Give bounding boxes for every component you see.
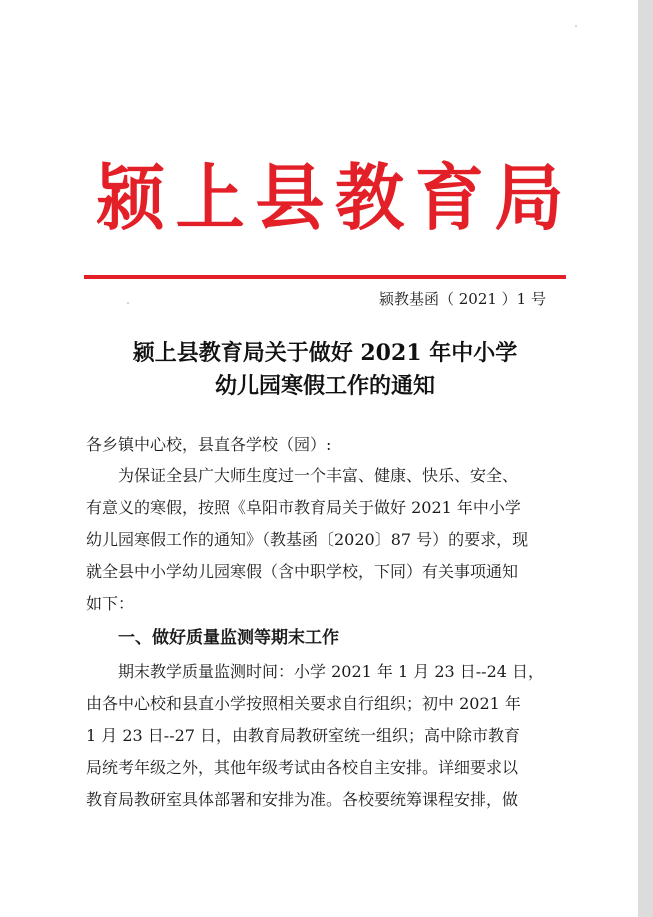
paragraph-line: 期末教学质量监测时间：小学 2021 年 1 月 23 日--24 日，: [118, 662, 545, 681]
paragraph-line: 局统考年级之外，其他年级考试由各校自主安排。详细要求以: [86, 758, 519, 777]
document-title: [84, 337, 566, 403]
scan-speck: [127, 302, 129, 304]
title-line-1: 颍上县教育局关于做好 2021 年中小学: [132, 340, 518, 366]
scan-speck: [575, 25, 577, 27]
paragraph-line: 就全县中小学幼儿园寒假（含中职学校，下同）有关事项通知: [86, 562, 519, 581]
paragraph-line: 为保证全县广大师生度过一个丰富、健康、快乐、安全、: [118, 466, 519, 485]
title-line-2: 幼儿园寒假工作的通知: [214, 373, 435, 399]
salutation: 各乡镇中心校，县直各学校（园）:: [86, 435, 332, 454]
letterhead-divider: [84, 275, 566, 279]
page-margin-edge: [638, 0, 653, 917]
letterhead-title: 颍上县教育局: [96, 155, 575, 240]
paragraph-line: 如下：: [86, 594, 135, 613]
paragraph-line: 教育局教研室具体部署和安排为准。各校要统筹课程安排，做: [86, 790, 519, 809]
section-heading: 一、做好质量监测等期末工作: [118, 628, 339, 648]
paragraph-line: 1 月 23 日--27 日，由教育局教研室统一组织；高中除市教育: [86, 726, 521, 745]
document-number: 颍教基函（ 2021 ）1 号: [378, 290, 546, 308]
paragraph-line: 幼儿园寒假工作的通知》（教基函〔2020〕87 号）的要求，现: [86, 530, 529, 549]
paragraph-line: 有意义的寒假，按照《阜阳市教育局关于做好 2021 年中小学: [86, 498, 521, 517]
paragraph-line: 由各中心校和县直小学按照相关要求自行组织；初中 2021 年: [86, 694, 521, 713]
